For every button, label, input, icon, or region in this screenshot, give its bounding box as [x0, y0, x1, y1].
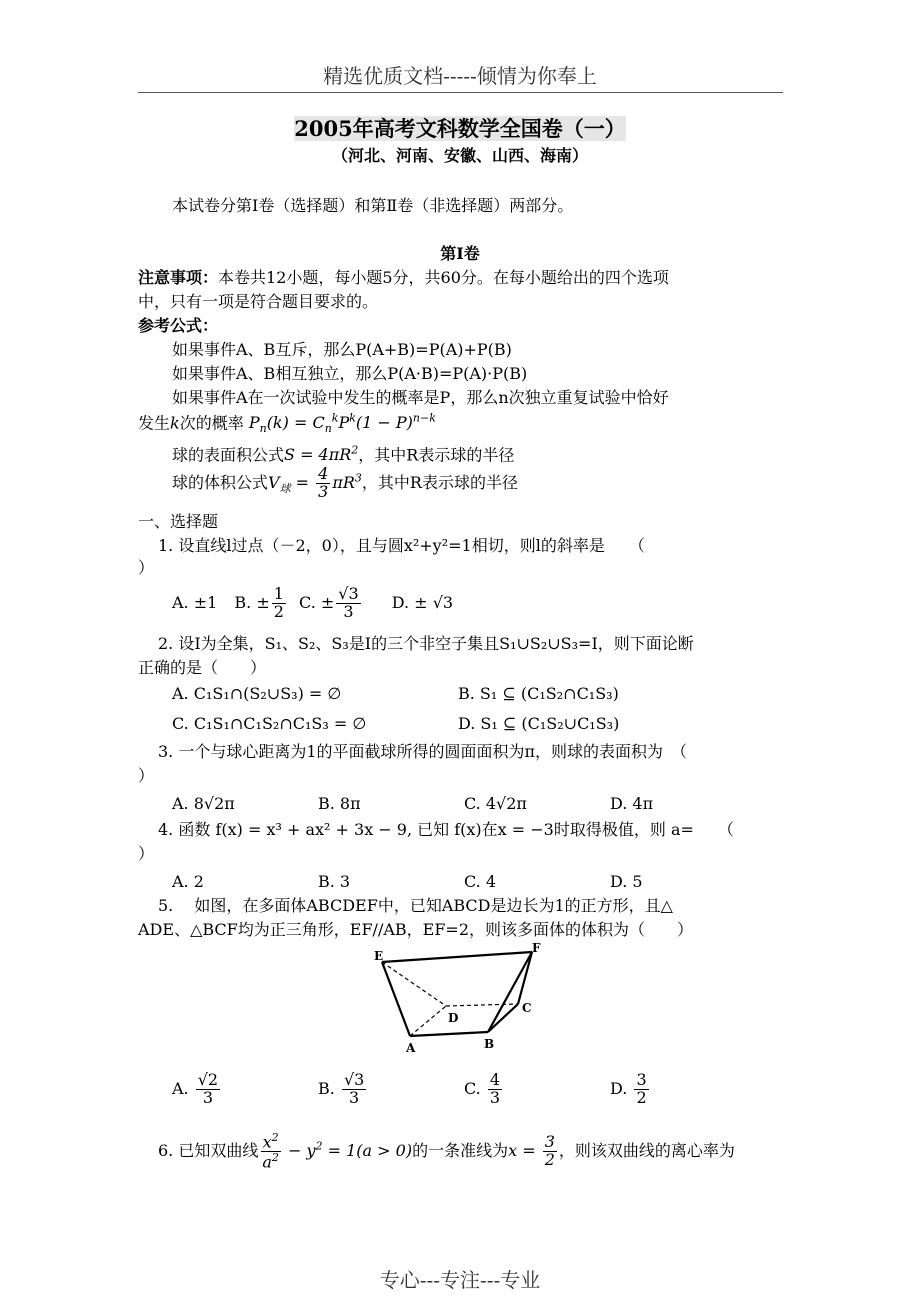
section-choice: 一、选择题 [138, 512, 219, 531]
q6-stem [158, 1132, 735, 1171]
q1-stem-2: ） [138, 558, 155, 577]
q1-option-a: A. ±1 [172, 592, 218, 612]
q2-option-a: A. C₁S₁∩(S₂∪S₃) = ∅ [172, 684, 342, 703]
vertex-e-label: E [374, 949, 384, 963]
q4-stem-2: ） [138, 844, 155, 863]
q1-b-den: 2 [273, 601, 284, 621]
q5-stem-2: ADE、△BCF均为正三角形，EF//AB，EF=2，则该多面体的体积为（ ） [138, 920, 694, 939]
q1-option-b: B. ± [234, 592, 270, 612]
notice-line-1 [138, 268, 669, 287]
q1-option-c: C. ± [299, 592, 335, 612]
q1-option-c-fraction [336, 586, 360, 621]
q4-option-a: A. 2 [172, 872, 204, 891]
edge-ab [410, 1032, 488, 1036]
q4-stem-1: 4. 函数 f(x) = x³ + ax² + 3x − 9, 已知 f(x)在x = −3时取得极值，则 a= （ [158, 820, 734, 839]
q3-option-b: B. 8π [318, 794, 361, 813]
q5-option-b [318, 1072, 368, 1107]
q3-stem-2: ） [138, 766, 155, 785]
formula-mutually-exclusive: 如果事件A、B互斥，那么P(A+B)=P(A)+P(B) [172, 340, 512, 359]
formula-binomial-line2 [138, 412, 436, 436]
formula-sphere-volume-pre: 球的体积公式 [172, 472, 269, 492]
q4-option-b: B. 3 [318, 872, 351, 891]
q3-option-a: A. 8√2π [172, 794, 235, 813]
notice-label: 注意事项： [138, 268, 219, 287]
formula-sphere-volume-post: ，其中R表示球的半径 [361, 472, 518, 492]
q6-post: ，则该双曲线的离心率为 [558, 1141, 735, 1161]
formula-sphere-area-expr: $S = 4\pi R^2$ [284, 444, 359, 465]
polyhedron-figure [360, 940, 560, 1060]
formula-binomial-post: 次的概率 [179, 413, 244, 433]
q3-option-c: C. 4√2π [464, 794, 527, 813]
q4-option-d: D. 5 [610, 872, 643, 891]
notice-line-2: 中，只有一项是符合题目要求的。 [138, 292, 379, 311]
q5-d-den: 2 [636, 1087, 647, 1107]
vertex-c-label: C [522, 1001, 532, 1015]
edge-dc [446, 1004, 518, 1006]
q3-stem-1: 3. 一个与球心距离为1的平面截球所得的圆面面积为π，则球的表面积为 （ [158, 742, 688, 761]
q5-d-num: 3 [636, 1070, 647, 1089]
formula-sphere-area-post: ，其中R表示球的半径 [358, 445, 515, 465]
formula-k: k [170, 413, 180, 433]
formula-sphere-volume-expr: $V_球$ = $\frac{4}{3}$ $\pi R^3$ [268, 464, 362, 501]
q3-option-d: D. 4π [610, 794, 654, 813]
edge-bf [488, 952, 532, 1032]
q2-option-c: C. C₁S₁∩C₁S₂∩C₁S₃ = ∅ [172, 714, 367, 733]
q2-option-b: B. S₁ ⊆ (C₁S₂∩C₁S₃) [458, 684, 619, 703]
edge-bc [488, 1004, 518, 1032]
formula-binomial-expression: $P_n(k) = C_n^kP^k(1 - P)^{n-k}$ [248, 412, 436, 436]
page-header: 精选优质文档-----倾情为你奉上 [323, 64, 597, 88]
header-rule [138, 92, 783, 93]
edge-ed [382, 962, 446, 1006]
q1-c-num: √3 [338, 584, 359, 603]
q1-b-num: 1 [273, 584, 284, 603]
q6-mid: 的一条准线为 [412, 1141, 509, 1161]
q1-option-b-fraction [272, 586, 286, 621]
edge-ea [382, 962, 410, 1036]
edge-cf [518, 952, 532, 1004]
formula-independent: 如果事件A、B相互独立，那么P(A·B)=P(A)·P(B) [172, 364, 528, 383]
q5-option-d-letter: D. [610, 1078, 628, 1098]
q6-directrix: x = $\frac{3}{2}$ [508, 1132, 555, 1170]
q5-c-num: 4 [489, 1070, 501, 1089]
vertex-a-label: A [406, 1041, 416, 1055]
formula-binomial-line1: 如果事件A在一次试验中发生的概率是P，那么n次独立重复试验中恰好 [172, 388, 669, 407]
formula-sphere-volume [172, 466, 518, 501]
q5-option-c [464, 1072, 504, 1107]
q5-option-a [172, 1072, 222, 1107]
exam-subtitle: （河北、河南、安徽、山西、海南） [331, 146, 588, 165]
intro-text: 本试卷分第Ⅰ卷（选择题）和第Ⅱ卷（非选择题）两部分。 [172, 196, 574, 215]
q1-option-d: D. ± [391, 592, 428, 612]
q5-a-num: √2 [197, 1070, 219, 1089]
q5-a-den: 3 [202, 1087, 214, 1107]
q2-stem-2: 正确的是（ ） [138, 658, 267, 677]
q5-b-num: √3 [343, 1070, 365, 1089]
formula-sphere-area-pre: 球的表面积公式 [172, 445, 285, 465]
q4-option-c: C. 4 [464, 872, 497, 891]
q1-c-den: 3 [343, 601, 354, 621]
q5-stem-1: 5. 如图，在多面体ABCDEF中，已知ABCD是边长为1的正方形，且△ [158, 896, 673, 915]
q5-option-b-letter: B. [318, 1078, 335, 1098]
q5-b-den: 3 [349, 1087, 360, 1107]
q2-option-d: D. S₁ ⊆ (C₁S₂∪C₁S₃) [458, 714, 620, 733]
q5-option-d [610, 1072, 651, 1107]
edge-ad [410, 1006, 446, 1036]
exam-title-text: 2005年高考文科数学全国卷（一） [294, 116, 626, 141]
q5-c-den: 3 [489, 1087, 501, 1107]
q1-stem-1: 1. 设直线l过点（－2，0），且与圆x²+y²=1相切，则l的斜率是 （ [158, 536, 645, 555]
q5-option-a-letter: A. [172, 1078, 189, 1098]
vertex-b-label: B [484, 1037, 495, 1051]
notice-text-1: 本卷共12小题，每小题5分，共60分。在每小题给出的四个选项 [218, 268, 669, 287]
q1-options [172, 586, 453, 621]
vertex-f-label: F [532, 941, 541, 955]
q2-stem-1: 2. 设I为全集，S₁、S₂、S₃是I的三个非空子集且S₁∪S₂∪S₃=I，则下面论断 [158, 634, 694, 653]
exam-title [0, 116, 920, 141]
page-footer: 专心---专注---专业 [379, 1268, 541, 1292]
q6-pre: 6. 已知双曲线 [158, 1141, 259, 1161]
vertex-d-label: D [448, 1011, 459, 1025]
formula-label: 参考公式： [138, 316, 219, 335]
formula-binomial-pre: 发生 [138, 413, 171, 433]
formula-sphere-area [172, 444, 514, 465]
part-title: 第Ⅰ卷 [440, 244, 480, 263]
q6-hyperbola-equation: $\frac{x^2}{a^2}$ − $y^2 = 1(a > 0)$ [262, 1131, 413, 1172]
q1-option-d-value: √3 [432, 592, 454, 612]
edge-ef [382, 952, 532, 962]
q5-option-c-letter: C. [464, 1078, 481, 1098]
